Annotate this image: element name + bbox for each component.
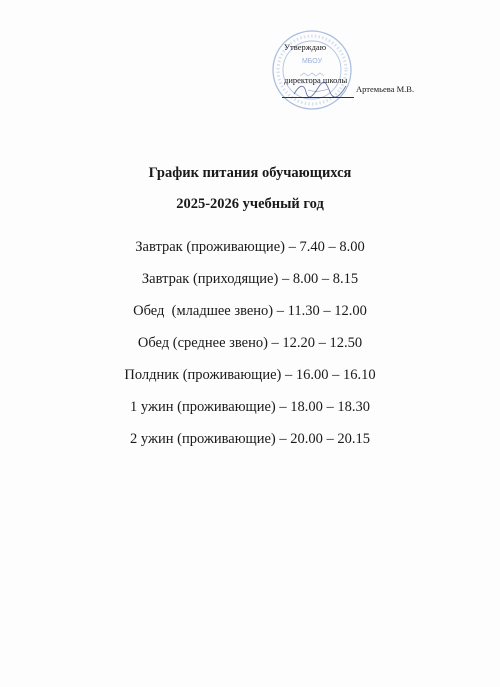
stamp-label: МБОУ (301, 58, 323, 65)
approval-block (270, 28, 470, 138)
meal-schedule (0, 237, 500, 461)
schedule-item: Обед (среднее звено) – 12.20 – 12.50 (137, 335, 363, 351)
document-title: График питания обучающихся (148, 165, 352, 181)
schedule-item: Завтрак (проживающие) – 7.40 – 8.00 (135, 239, 365, 255)
academic-year: 2025-2026 учебный год (176, 196, 324, 212)
approval-label: Утверждаю (284, 42, 327, 52)
schedule-item: Полдник (проживающие) – 16.00 – 16.10 (124, 367, 376, 383)
signature-line (282, 97, 354, 98)
schedule-item: Обед (младшее звено) – 11.30 – 12.00 (133, 303, 367, 319)
schedule-item: 2 ужин (проживающие) – 20.00 – 20.15 (130, 431, 370, 447)
signatory-name: Артемьева М.В. (356, 84, 415, 94)
schedule-item: Завтрак (приходящие) – 8.00 – 8.15 (141, 271, 359, 287)
approval-position: директора школы (284, 75, 348, 85)
schedule-item: 1 ужин (проживающие) – 18.00 – 18.30 (130, 399, 370, 415)
